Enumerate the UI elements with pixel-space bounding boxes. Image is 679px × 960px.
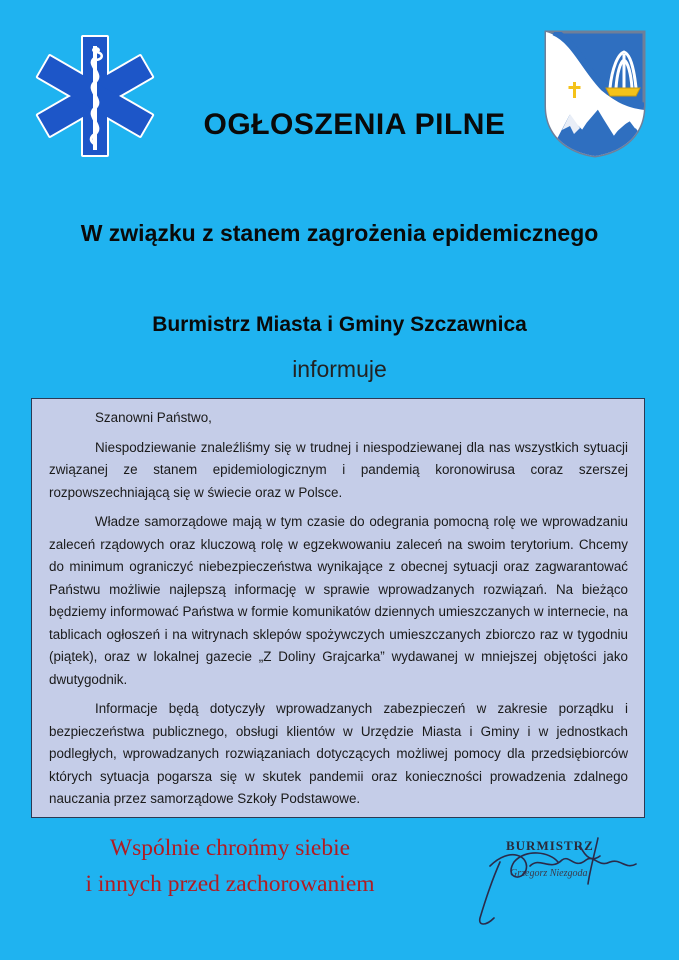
- letter-greeting: Szanowni Państwo,: [95, 410, 212, 425]
- stamp-title: BURMISTRZ: [506, 838, 594, 853]
- letter-paragraph: Niespodziewanie znaleźliśmy się w trudnej i niespodziewanej dla nas wszystkich sytuacji związanej ze stanem epidemiologicznym i pandemią koronowirusa coraz szerszej rozpowszechniającą się w świecie oraz w Polsce.: [49, 439, 628, 500]
- informs-line: informuje: [292, 356, 387, 382]
- author-line: Burmistrz Miasta i Gminy Szczawnica: [152, 313, 527, 336]
- slogan-line: Wspólnie chrońmy siebie: [109, 835, 351, 861]
- slogan: [40, 830, 420, 902]
- letter-paragraph: Informacje będą dotyczyły wprowadzanych zabezpieczeń w zakresie porządku i bezpieczeństwa publicznego, obsługi klientów w Urzędzie Miasta i Gminy i w jednostkach podległych, wprowadzanych rozwiązaniach dotyczących możliwej pomocy dla przedsiębiorców których sytuacja pogarsza się w skutek pandemii oraz konieczności prowadzenia zdalnego nauczania przez samorządowe Szkoły Podstawowe.: [49, 701, 628, 806]
- letter-box: [31, 398, 645, 818]
- slogan-line: i innych przed zachorowaniem: [85, 871, 375, 897]
- subtitle: W związku z stanem zagrożenia epidemicznego: [80, 220, 599, 246]
- signature-stamp: [470, 826, 650, 936]
- stamp-name: Grzegorz Niezgoda: [510, 868, 588, 879]
- page-title: OGŁOSZENIA PILNE: [203, 108, 506, 141]
- letter-paragraph: Władze samorządowe mają w tym czasie do odegrania pomocną rolę we wprowadzaniu zaleceń rządowych oraz kluczową rolę w egzekwowaniu zaleceń na swoim terytorium. Chcemy do minimum ograniczyć niebezpieczeństwa wynikające z obecnej sytuacji oraz zagwarantować Państwu możliwie najlepszą informację w sprawie wprowadzanych rozwiązań. Na bieżąco będziemy informować Państwa w formie komunikatów dziennych umieszczanych w internecie, na tablicach ogłoszeń i na witrynach sklepów spożywczych umieszczanych zbiorczo raz w tygodniu (piątek), oraz w lokalnej gazecie „Z Doliny Grajcarka” wydawanej w mniejszej objętości jako dwutygodnik.: [49, 514, 628, 687]
